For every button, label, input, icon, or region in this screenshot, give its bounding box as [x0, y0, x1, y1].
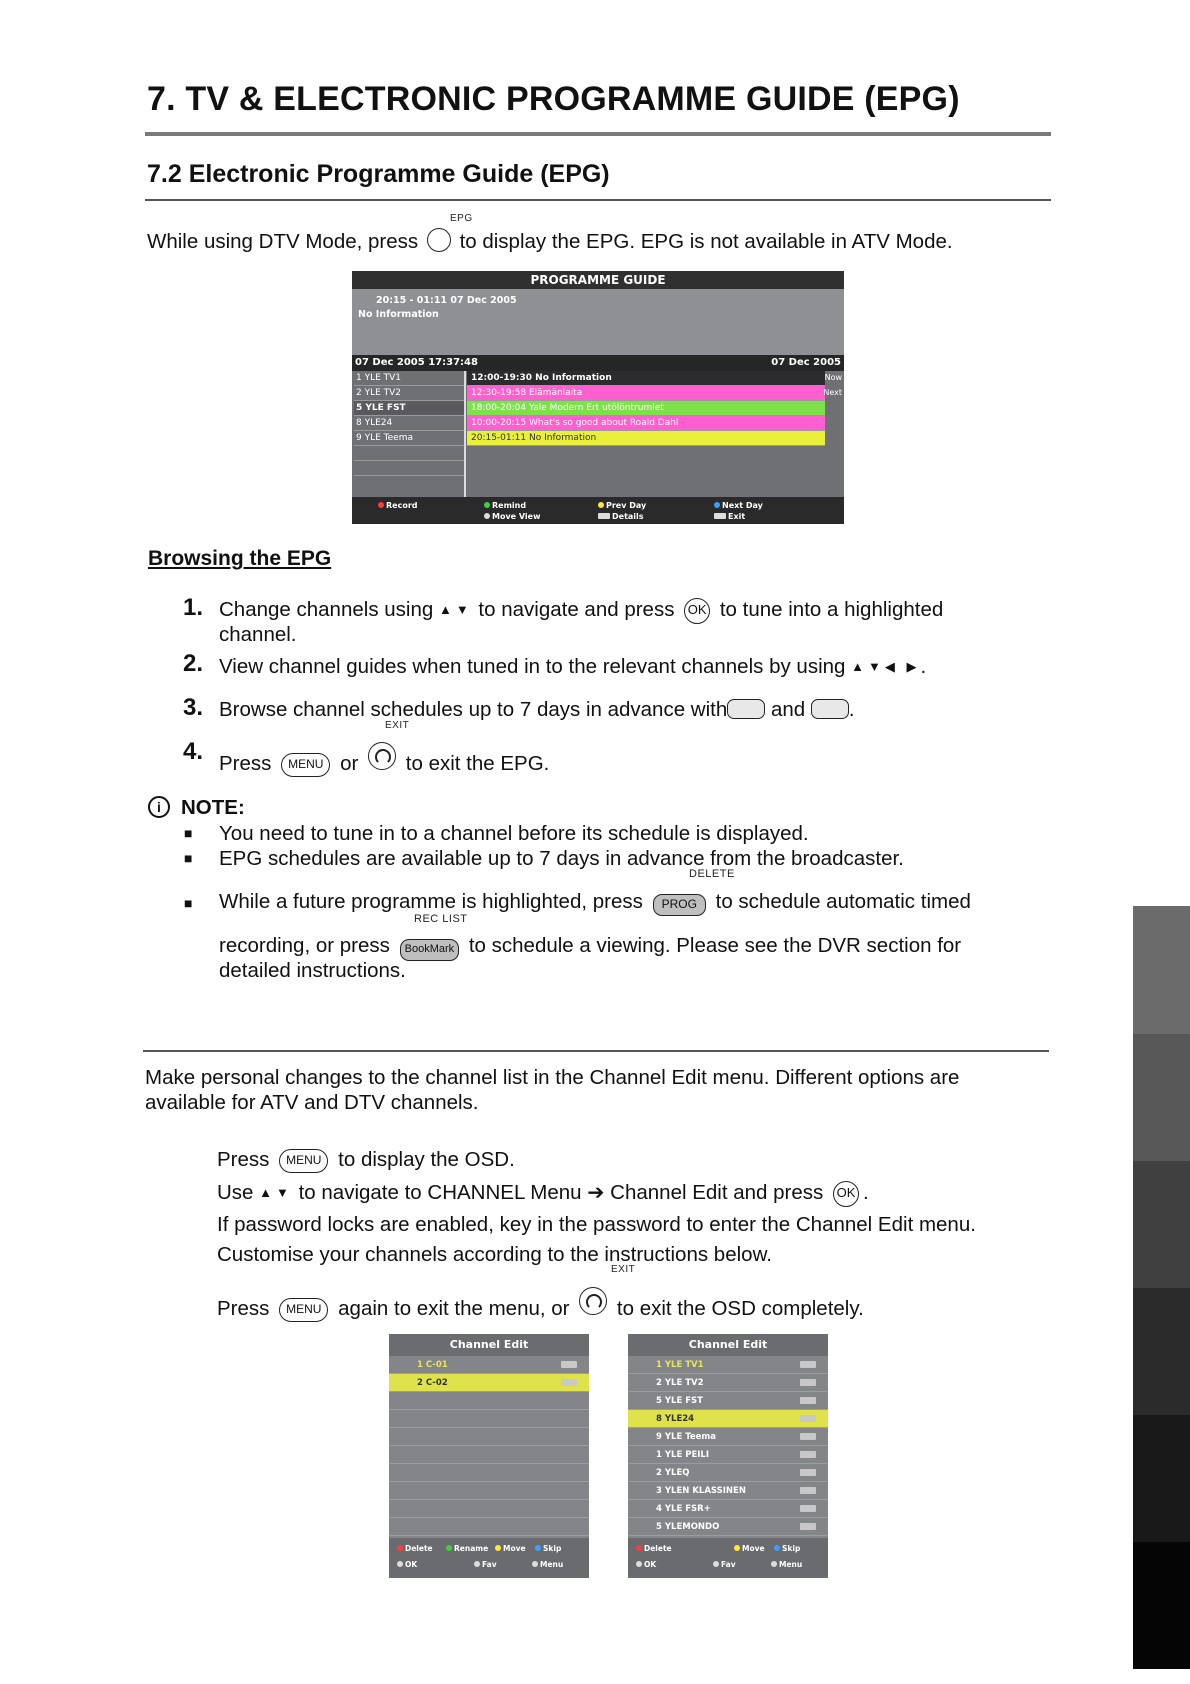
step-number: 3. [183, 694, 204, 721]
step-2-text-a: View channel guides when tuned in to the relevant channels by using [219, 655, 846, 678]
epg-key-label: EPG [450, 213, 473, 224]
atv-channel-edit-screenshot [389, 1334, 589, 1578]
step-4-text-b: or [340, 752, 359, 775]
ce-step-2-d: . [862, 1181, 869, 1204]
yellow-key-icon [734, 1545, 740, 1551]
dtv-ce-row-label: 9 YLE Teema [656, 1432, 717, 1442]
epg-channel[interactable]: 8 YLE24 [354, 416, 464, 431]
epg-screenshot [352, 271, 844, 524]
intro-text-after: to display the EPG. EPG is not available in ATV Mode. [459, 230, 953, 253]
dtv-footer-ok: OK [644, 1560, 657, 1569]
blue-key-icon [714, 502, 720, 508]
fav-key-icon [713, 1561, 719, 1567]
epg-datebar [352, 355, 844, 371]
dtv-footer-menu: Menu [779, 1560, 803, 1569]
dtv-ce-row-label: 8 YLE24 [656, 1414, 695, 1424]
ok-key-icon [397, 1561, 403, 1567]
display-key-icon [598, 513, 610, 519]
menu-key-icon [532, 1561, 538, 1567]
atv-footer-skip: Skip [543, 1544, 562, 1553]
epg-now-label: Now [824, 373, 842, 382]
dtv-ce-row-label: 1 YLE TV1 [656, 1360, 704, 1370]
atv-ce-row-empty [389, 1464, 589, 1482]
section-title: 7.2 Electronic Programme Guide (EPG) [147, 160, 610, 188]
yellow-key-icon [598, 502, 604, 508]
dtv-ce-row-label: 3 YLEN KLASSINEN [656, 1486, 746, 1496]
fav-key-icon [474, 1561, 480, 1567]
bullet-icon: ■ [184, 850, 193, 866]
note-bullet: EPG schedules are available up to 7 days in advance from the broadcaster. [219, 847, 904, 870]
right-arrow-icon: ➔ [587, 1181, 605, 1204]
dtv-tag-icon [800, 1379, 816, 1386]
atv-footer-move: Move [503, 1544, 526, 1553]
info-icon: i [148, 796, 170, 818]
dtv-footer-delete: Delete [644, 1544, 672, 1553]
browsing-heading: Browsing the EPG [148, 547, 332, 570]
epg-footer-next-day: Next Day [722, 501, 763, 510]
epg-programme-selected[interactable]: 20:15-01:11 No Information [467, 431, 825, 446]
dtv-ce-row[interactable] [628, 1518, 828, 1536]
dtv-ce-row[interactable] [628, 1446, 828, 1464]
epg-footer-prev-day: Prev Day [606, 501, 647, 510]
dtv-ce-row[interactable] [628, 1428, 828, 1446]
dtv-ce-row[interactable] [628, 1374, 828, 1392]
epg-datebar-left: 07 Dec 2005 17:37:48 [355, 357, 478, 368]
dtv-ce-row-selected[interactable] [628, 1410, 828, 1428]
atv-footer-fav: Fav [482, 1560, 497, 1569]
atv-ce-row[interactable] [389, 1356, 589, 1374]
chapter-tab [1133, 906, 1190, 1034]
dtv-ce-row-label: 4 YLE FSR+ [656, 1504, 711, 1514]
dtv-ce-row[interactable] [628, 1482, 828, 1500]
epg-footer-exit: Exit [728, 512, 746, 521]
step-3-text-c: . [848, 698, 855, 721]
step-number: 2. [183, 650, 204, 677]
step-3-text-b: and [770, 698, 806, 721]
reclist-key-label: REC LIST [414, 913, 468, 925]
note-b3-text-c: recording, or press [219, 934, 390, 957]
dtv-ce-row[interactable] [628, 1500, 828, 1518]
note-b3-text-d: to schedule a viewing. Please see the DVR section for [468, 934, 962, 957]
epg-datebar-right: 07 Dec 2005 [771, 357, 841, 368]
ok-button-icon: OK [833, 1181, 859, 1207]
prev-day-button-icon [727, 699, 765, 719]
exit-button-icon [579, 1287, 607, 1315]
dtv-ce-row[interactable] [628, 1464, 828, 1482]
atv-ce-row-empty [389, 1518, 589, 1536]
epg-programme[interactable]: 12:30-19:58 Elämänlaita [467, 386, 825, 401]
atv-ce-row-label: 2 C-02 [417, 1378, 448, 1388]
menu-button-icon: MENU [279, 1298, 328, 1322]
epg-footer-record: Record [386, 501, 418, 510]
step-1-text-c: to tune into a highlighted [719, 598, 944, 621]
epg-footer-remind: Remind [492, 501, 527, 510]
dtv-ce-row[interactable] [628, 1392, 828, 1410]
step-4-line [219, 742, 549, 777]
epg-channel-empty [354, 446, 464, 461]
dtv-ce-row-label: 1 YLE PEILI [656, 1450, 709, 1460]
dtv-ce-footer [628, 1538, 828, 1578]
dtv-ce-row-label: 2 YLEQ [656, 1468, 690, 1478]
ce-step-2-c: Channel Edit and press [610, 1181, 824, 1204]
epg-button-icon [427, 228, 451, 252]
note-bullet: You need to tune in to a channel before its schedule is displayed. [219, 822, 809, 845]
dtv-tag-icon [800, 1487, 816, 1494]
ce-step-2 [217, 1181, 869, 1207]
ok-key-icon [636, 1561, 642, 1567]
step-1-text-d: channel. [219, 623, 297, 646]
ok-button-icon: OK [684, 598, 710, 624]
step-1-text-a: Change channels using [219, 598, 434, 621]
atv-ce-row-label: 1 C-01 [417, 1360, 448, 1370]
step-4-text-a: Press [219, 752, 272, 775]
epg-info-panel [352, 289, 844, 355]
note-heading: NOTE: [181, 796, 245, 819]
intro-line [147, 228, 953, 254]
atv-tag-icon [561, 1361, 577, 1368]
dtv-tag-icon [800, 1505, 816, 1512]
ce-step-2-a: Use [217, 1181, 254, 1204]
epg-footer-details: Details [612, 512, 644, 521]
dtv-footer-fav: Fav [721, 1560, 736, 1569]
epg-divider [464, 371, 466, 497]
next-day-button-icon [811, 699, 849, 719]
epg-footer-move-view: Move View [492, 512, 541, 521]
step-1-line [219, 598, 943, 624]
exit-key-icon [714, 513, 726, 519]
ce-step-1-a: Press [217, 1148, 270, 1171]
atv-ce-row-empty [389, 1428, 589, 1446]
dtv-tag-icon [800, 1415, 816, 1422]
note-b3-text-b: to schedule automatic timed [715, 890, 971, 913]
ce-step-5-b: again to exit the menu, or [338, 1297, 570, 1320]
exit-key-label: EXIT [611, 1264, 636, 1275]
step-3-text-a: Browse channel schedules up to 7 days in advance with [219, 698, 728, 721]
atv-tag-icon [561, 1379, 577, 1386]
atv-ce-row-empty [389, 1500, 589, 1518]
dtv-ce-row-label: 2 YLE TV2 [656, 1378, 704, 1388]
epg-programme[interactable]: 12:00-19:30 No Information [467, 371, 825, 386]
green-key-icon [446, 1545, 452, 1551]
bullet-icon: ■ [184, 895, 193, 911]
epg-next-label: Next [823, 388, 842, 397]
step-number: 4. [183, 738, 204, 765]
atv-ce-row-empty [389, 1482, 589, 1500]
ce-step-1-b: to display the OSD. [338, 1148, 515, 1171]
epg-info-text: No Information [358, 309, 439, 320]
red-key-icon [378, 502, 384, 508]
epg-channel-selected[interactable]: 5 YLE FST [354, 401, 464, 416]
epg-title: PROGRAMME GUIDE [530, 273, 666, 287]
chapter-tab [1133, 1288, 1190, 1416]
exit-key-label: EXIT [385, 720, 410, 731]
up-down-arrows-icon: ▲▼ [438, 602, 473, 617]
epg-grid [352, 371, 844, 497]
ce-step-1 [217, 1148, 515, 1173]
section-divider [143, 1050, 1049, 1052]
dtv-tag-icon [800, 1469, 816, 1476]
atv-footer-rename: Rename [454, 1544, 489, 1553]
exit-button-icon [368, 742, 396, 770]
step-2-text-b: . [920, 655, 927, 678]
step-1-text-b: to navigate and press [478, 598, 675, 621]
atv-footer-menu: Menu [540, 1560, 564, 1569]
dtv-ce-row[interactable] [628, 1356, 828, 1374]
epg-info-time: 20:15 - 01:11 07 Dec 2005 [376, 295, 517, 306]
ce-step-5-a: Press [217, 1297, 270, 1320]
atv-footer-ok: OK [405, 1560, 418, 1569]
epg-footer [352, 497, 844, 524]
dtv-tag-icon [800, 1361, 816, 1368]
epg-programme[interactable]: 18:00-20:04 Yale Modern Ert utölöntrumlet [467, 401, 825, 416]
epg-channel[interactable]: 2 YLE TV2 [354, 386, 464, 401]
step-2-line [219, 655, 926, 679]
epg-channel[interactable]: 9 YLE Teema [354, 431, 464, 446]
dtv-ce-row-label: 5 YLEMONDO [656, 1522, 720, 1532]
atv-ce-row-selected[interactable] [389, 1374, 589, 1392]
chapter-rule [145, 132, 1051, 136]
section-rule [145, 199, 1051, 201]
chapter-title: 7. TV & ELECTRONIC PROGRAMME GUIDE (EPG) [147, 80, 960, 118]
red-key-icon [397, 1545, 403, 1551]
atv-footer-delete: Delete [405, 1544, 433, 1553]
dtv-ce-row-label: 5 YLE FST [656, 1396, 703, 1406]
atv-ce-row-empty [389, 1410, 589, 1428]
dtv-footer-move: Move [742, 1544, 765, 1553]
up-down-arrows-icon: ▲▼ [259, 1185, 293, 1200]
chapter-tab [1133, 1034, 1190, 1162]
delete-key-label: DELETE [689, 868, 735, 880]
intro-text-before: While using DTV Mode, press [147, 230, 419, 253]
atv-ce-row-empty [389, 1392, 589, 1410]
dtv-ce-title: Channel Edit [628, 1334, 828, 1356]
chapter-tab [1133, 1542, 1190, 1669]
chapter-tab [1133, 1161, 1190, 1289]
dtv-channel-edit-screenshot [628, 1334, 828, 1578]
yellow-key-icon [495, 1545, 501, 1551]
four-way-arrows-icon: ▲▼◀ ▶ [851, 659, 921, 674]
ce-step-2-b: to navigate to CHANNEL Menu [298, 1181, 582, 1204]
note-bullet-3-line1 [219, 890, 971, 916]
channel-edit-intro-2: available for ATV and DTV channels. [145, 1091, 479, 1114]
atv-ce-row-empty [389, 1446, 589, 1464]
blue-key-icon [774, 1545, 780, 1551]
ce-step-3: If password locks are enabled, key in the password to enter the Channel Edit menu. [217, 1213, 976, 1236]
green-key-icon [484, 502, 490, 508]
ce-step-4: Customise your channels according to the instructions below. [217, 1243, 772, 1266]
dtv-tag-icon [800, 1451, 816, 1458]
dtv-tag-icon [800, 1523, 816, 1530]
red-key-icon [636, 1545, 642, 1551]
note-b3-text-a: While a future programme is highlighted, press [219, 890, 643, 913]
menu-key-icon [771, 1561, 777, 1567]
ce-step-5 [217, 1287, 864, 1322]
chapter-tab [1133, 1415, 1190, 1543]
dtv-footer-skip: Skip [782, 1544, 801, 1553]
bullet-icon: ■ [184, 825, 193, 841]
menu-button-icon: MENU [281, 753, 330, 777]
step-number: 1. [183, 594, 204, 621]
channel-edit-intro-1: Make personal changes to the channel list in the Channel Edit menu. Different options are [145, 1066, 960, 1089]
atv-ce-title: Channel Edit [389, 1334, 589, 1356]
blue-key-icon [535, 1545, 541, 1551]
note-bullet-3-line2 [219, 934, 961, 961]
step-3-line [219, 698, 855, 722]
epg-channel-empty [354, 461, 464, 476]
atv-ce-footer [389, 1538, 589, 1578]
menu-button-icon: MENU [279, 1149, 328, 1173]
step-4-text-c: to exit the EPG. [405, 752, 550, 775]
note-b3-text-e: detailed instructions. [219, 959, 406, 982]
dtv-tag-icon [800, 1433, 816, 1440]
move-icon [484, 513, 490, 519]
ce-step-5-c: to exit the OSD completely. [616, 1297, 864, 1320]
epg-channel[interactable]: 1 YLE TV1 [354, 371, 464, 386]
prog-button-icon: PROG [653, 894, 706, 916]
bookmark-button-icon: BookMark [400, 939, 460, 961]
epg-programme[interactable]: 10:00-20:15 What's so good about Roald Dahl [467, 416, 825, 431]
dtv-tag-icon [800, 1397, 816, 1404]
